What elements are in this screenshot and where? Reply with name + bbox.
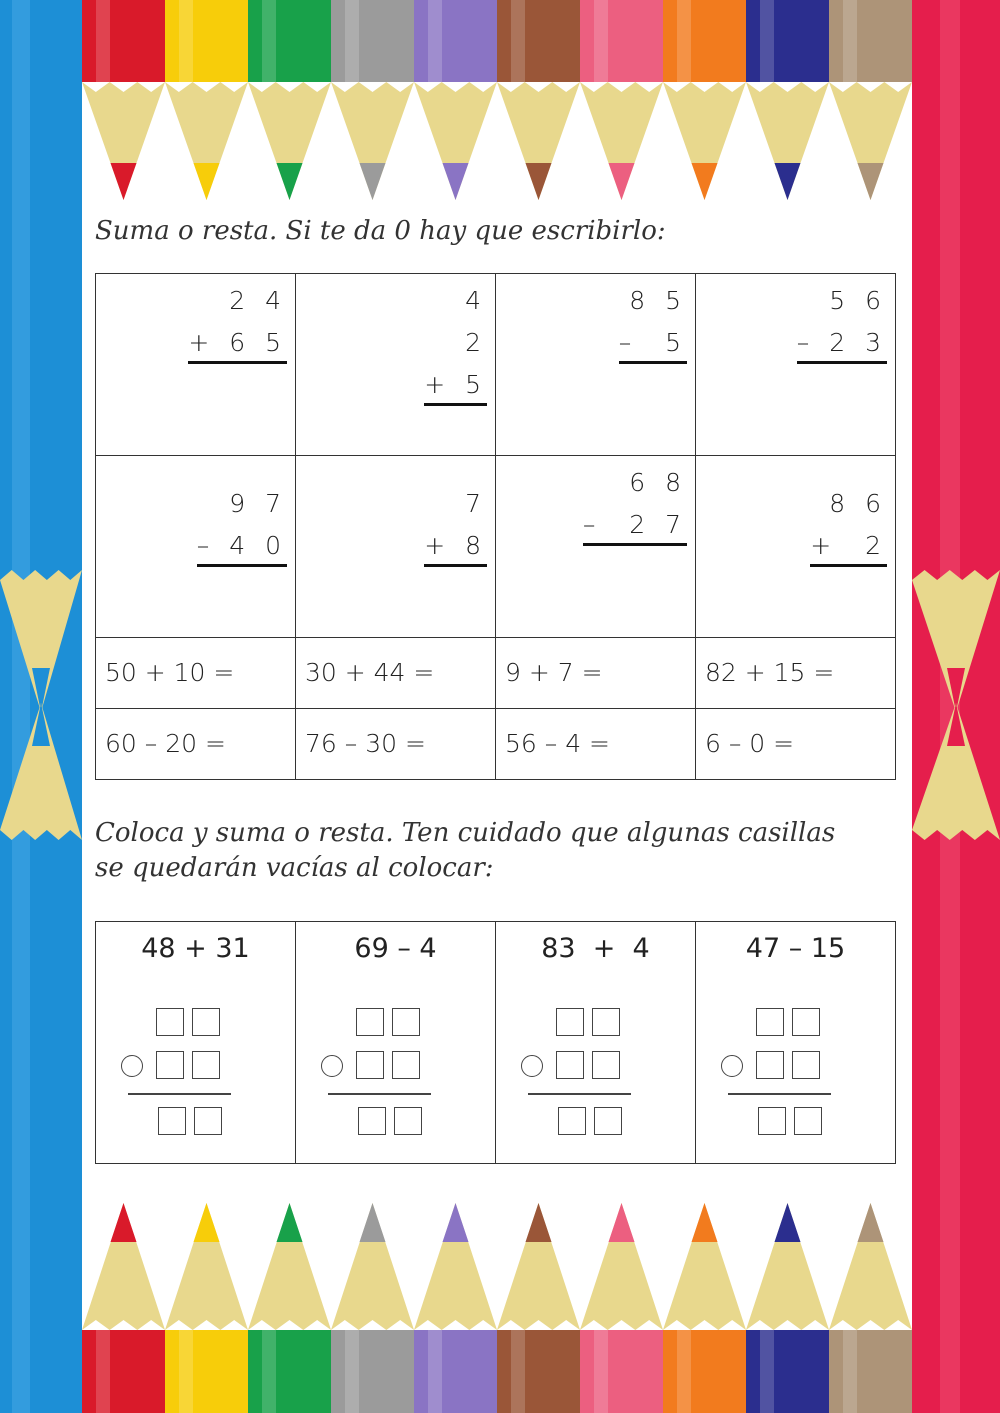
operations-table [95, 273, 896, 780]
top-pencil-lead-icon [609, 163, 635, 200]
top-pencil-body [580, 0, 663, 82]
bottom-pencil-shine [760, 1330, 774, 1413]
top-pencil-lead-icon [360, 163, 386, 200]
horizontal-op-cell[interactable] [296, 709, 496, 780]
sign-circle[interactable] [321, 1055, 343, 1077]
top-pencil-lead-icon [692, 163, 718, 200]
bottom-pencil-shine [594, 1330, 608, 1413]
horizontal-op-cell[interactable] [496, 638, 696, 709]
operand: 2 [465, 328, 487, 357]
bottom-pencil-body [663, 1330, 746, 1413]
top-pencil-shine [760, 0, 774, 82]
bottom-pencil-body [165, 1330, 248, 1413]
place-op-cell [696, 922, 896, 1164]
top-pencil-body [746, 0, 829, 82]
top-pencil-shine [677, 0, 691, 82]
operand-with-sign: + 8 [424, 525, 487, 567]
sum-line [728, 1093, 831, 1095]
bottom-pencil-body [414, 1330, 497, 1413]
bottom-pencil-shine [96, 1330, 110, 1413]
vertical-op [619, 280, 687, 364]
bottom-pencil-body [248, 1330, 331, 1413]
vertical-op-cell[interactable] [96, 274, 296, 456]
tens-box[interactable] [356, 1051, 384, 1079]
bottom-pencil-body [331, 1330, 414, 1413]
operand-with-sign: + 6 5 [188, 322, 287, 364]
tens-box[interactable] [156, 1051, 184, 1079]
vertical-op-cell[interactable] [696, 274, 896, 456]
sign-circle[interactable] [521, 1055, 543, 1077]
top-pencil-shine [428, 0, 442, 82]
tens-box[interactable] [556, 1051, 584, 1079]
top-pencil-body [497, 0, 580, 82]
bottom-pencil-body [580, 1330, 663, 1413]
result-units-box[interactable] [594, 1107, 622, 1135]
instruction-place-line1: Coloca y suma o resta. Ten cuidado que algunas casillas [95, 818, 836, 848]
horizontal-op-cell[interactable] [96, 709, 296, 780]
top-pencil-shine [843, 0, 857, 82]
bottom-pencil-shine [345, 1330, 359, 1413]
vertical-op [583, 462, 687, 546]
top-pencil-body [829, 0, 912, 82]
vertical-op-cell[interactable] [296, 456, 496, 638]
top-pencil-lead-icon [443, 163, 469, 200]
place-op-title: 48 + 31 [141, 933, 250, 964]
sign-circle[interactable] [721, 1055, 743, 1077]
bottom-pencil-body [497, 1330, 580, 1413]
tens-box[interactable] [156, 1008, 184, 1036]
operand: 6 8 [629, 468, 687, 497]
operand: 2 4 [229, 286, 287, 315]
bottom-pencil-lead-icon [360, 1203, 386, 1242]
instruction-sum-subtract: Suma o resta. Si te da 0 hay que escribirlo: [95, 216, 666, 246]
operand-with-sign: + 2 [810, 525, 887, 567]
bottom-pencil-body [829, 1330, 912, 1413]
operand-with-sign: – 2 7 [583, 504, 687, 546]
top-pencil-body [663, 0, 746, 82]
vertical-op [797, 280, 887, 364]
vertical-op [424, 280, 487, 406]
bottom-pencil-lead-icon [277, 1203, 303, 1242]
top-pencil-body [331, 0, 414, 82]
horizontal-op: 6 – 0 = [705, 729, 795, 758]
operand: 9 7 [229, 489, 287, 518]
bottom-pencil-body [746, 1330, 829, 1413]
top-pencil-shine [262, 0, 276, 82]
result-tens-box[interactable] [158, 1107, 186, 1135]
place-op-cell [496, 922, 696, 1164]
top-pencil-lead-icon [858, 163, 884, 200]
top-pencil-lead-icon [111, 163, 137, 200]
tens-box[interactable] [356, 1008, 384, 1036]
tens-box[interactable] [756, 1008, 784, 1036]
horizontal-op-cell[interactable] [296, 638, 496, 709]
horizontal-op-cell[interactable] [696, 638, 896, 709]
top-pencil-body [248, 0, 331, 82]
result-units-box[interactable] [194, 1107, 222, 1135]
top-pencil-body [414, 0, 497, 82]
instruction-place-line2: se quedarán vacías al colocar: [95, 853, 494, 883]
operand: 5 6 [829, 286, 887, 315]
bottom-pencil-lead-icon [858, 1203, 884, 1242]
horizontal-op: 30 + 44 = [305, 658, 435, 687]
top-pencil-lead-icon [526, 163, 552, 200]
horizontal-op: 50 + 10 = [105, 658, 235, 687]
units-box[interactable] [192, 1051, 220, 1079]
bottom-pencil-shine [677, 1330, 691, 1413]
place-value-table [95, 921, 896, 1164]
top-pencil-body [165, 0, 248, 82]
operand: 4 [465, 286, 487, 315]
units-box[interactable] [792, 1051, 820, 1079]
bottom-pencil-shine [511, 1330, 525, 1413]
units-box[interactable] [392, 1008, 420, 1036]
units-box[interactable] [392, 1051, 420, 1079]
vertical-op [188, 280, 287, 364]
tens-box[interactable] [756, 1051, 784, 1079]
top-pencil-body [82, 0, 165, 82]
bottom-pencil-lead-icon [111, 1203, 137, 1242]
place-op-cell [296, 922, 496, 1164]
bottom-pencil-lead-icon [194, 1203, 220, 1242]
place-op-cell [96, 922, 296, 1164]
place-op-title: 47 – 15 [745, 933, 846, 964]
sign-circle[interactable] [121, 1055, 143, 1077]
operand: 8 6 [829, 489, 887, 518]
sum-line [328, 1093, 431, 1095]
sum-line [528, 1093, 631, 1095]
bottom-pencil-lead-icon [443, 1203, 469, 1242]
top-pencil-shine [345, 0, 359, 82]
result-units-box[interactable] [794, 1107, 822, 1135]
units-box[interactable] [792, 1008, 820, 1036]
units-box[interactable] [592, 1051, 620, 1079]
units-box[interactable] [592, 1008, 620, 1036]
bottom-pencil-shine [843, 1330, 857, 1413]
result-tens-box[interactable] [558, 1107, 586, 1135]
top-pencil-lead-icon [194, 163, 220, 200]
sum-line [128, 1093, 231, 1095]
horizontal-op: 9 + 7 = [505, 658, 603, 687]
bottom-pencil-body [82, 1330, 165, 1413]
result-units-box[interactable] [394, 1107, 422, 1135]
vertical-op-cell[interactable] [496, 274, 696, 456]
bottom-pencil-lead-icon [775, 1203, 801, 1242]
vertical-op [197, 483, 287, 567]
horizontal-op: 56 – 4 = [505, 729, 611, 758]
operand: 7 [465, 489, 487, 518]
vertical-op [424, 483, 487, 567]
bottom-pencil-shine [179, 1330, 193, 1413]
operand-with-sign: + 5 [424, 364, 487, 406]
horizontal-op: 60 – 20 = [105, 729, 226, 758]
result-tens-box[interactable] [758, 1107, 786, 1135]
operand-with-sign: – 2 3 [797, 322, 887, 364]
top-pencil-shine [594, 0, 608, 82]
vertical-op [810, 483, 887, 567]
top-pencil-lead-icon [277, 163, 303, 200]
result-tens-box[interactable] [358, 1107, 386, 1135]
operand-with-sign: – 4 0 [197, 525, 287, 567]
vertical-op-cell[interactable] [696, 456, 896, 638]
bottom-pencil-lead-icon [526, 1203, 552, 1242]
vertical-op-cell[interactable] [296, 274, 496, 456]
bottom-pencil-lead-icon [609, 1203, 635, 1242]
horizontal-op-cell[interactable] [96, 638, 296, 709]
horizontal-op-cell[interactable] [696, 709, 896, 780]
tens-box[interactable] [556, 1008, 584, 1036]
horizontal-op: 82 + 15 = [705, 658, 835, 687]
place-op-title: 69 – 4 [354, 933, 437, 964]
top-pencil-lead-icon [775, 163, 801, 200]
operand-with-sign: – 5 [619, 322, 687, 364]
top-pencil-shine [96, 0, 110, 82]
top-pencil-shine [511, 0, 525, 82]
bottom-pencil-shine [428, 1330, 442, 1413]
bottom-pencil-shine [262, 1330, 276, 1413]
bottom-pencil-lead-icon [692, 1203, 718, 1242]
vertical-op-cell[interactable] [96, 456, 296, 638]
left-pencil-shine [12, 0, 30, 1413]
horizontal-op: 76 – 30 = [305, 729, 426, 758]
place-op-title: 83 + 4 [541, 933, 650, 964]
horizontal-op-cell[interactable] [496, 709, 696, 780]
operand: 8 5 [629, 286, 687, 315]
top-pencil-shine [179, 0, 193, 82]
vertical-op-cell[interactable] [496, 456, 696, 638]
units-box[interactable] [192, 1008, 220, 1036]
